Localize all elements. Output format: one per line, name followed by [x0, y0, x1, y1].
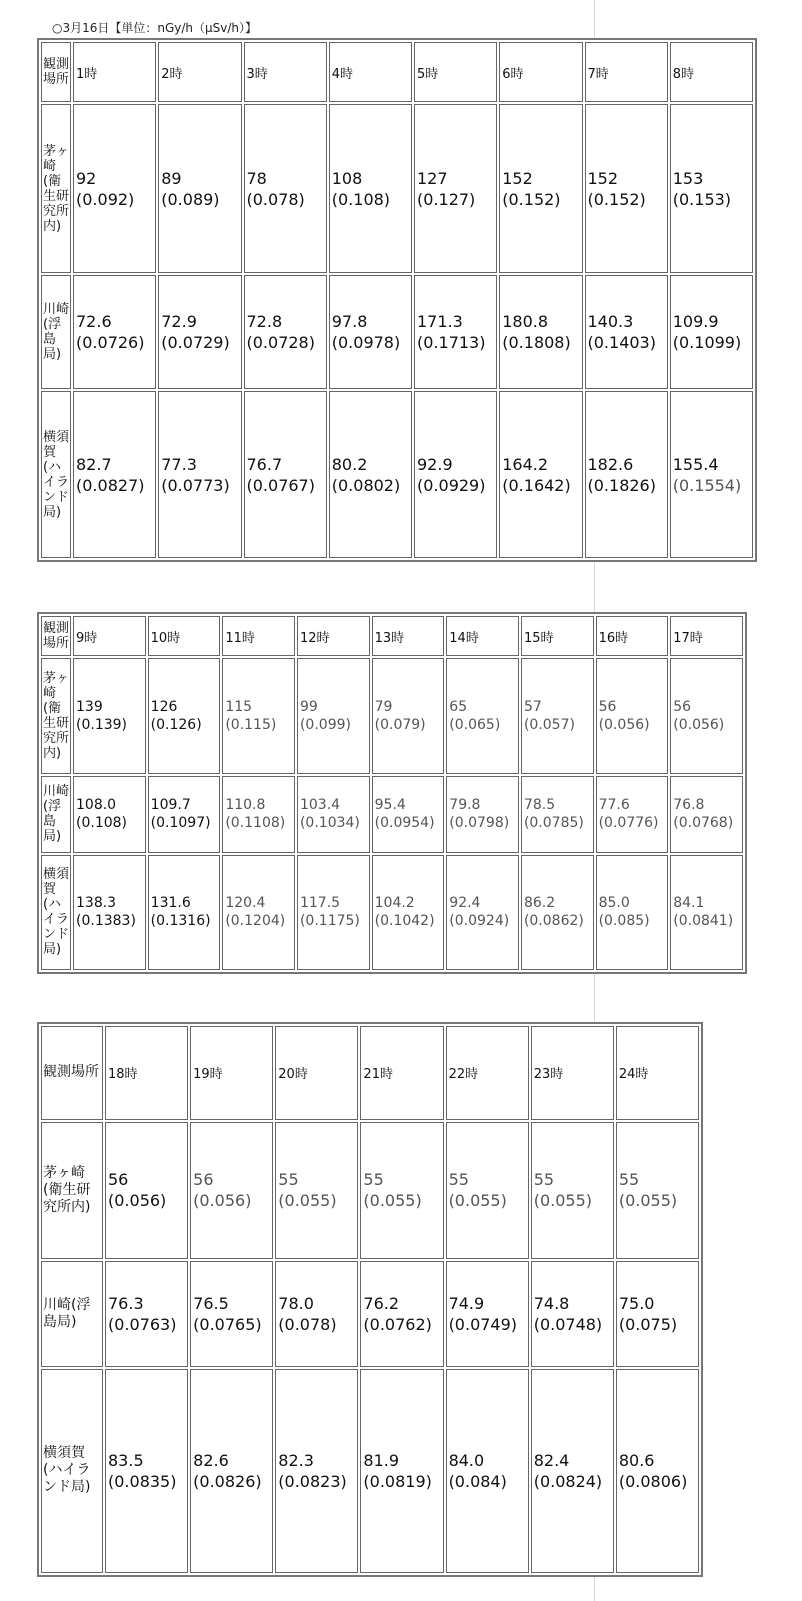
place-yokosuka: 横須賀(ハイランド局)	[41, 391, 71, 558]
value-usv: (0.0748)	[533, 1314, 603, 1334]
value-ngy: 171.3	[417, 312, 463, 332]
table-row	[41, 1122, 699, 1259]
value-cell	[222, 776, 295, 853]
value-ngy: 55	[618, 1170, 640, 1190]
value-usv: (0.0954)	[374, 815, 435, 832]
value-ngy: 115	[225, 699, 253, 716]
value-ngy: 85.0	[598, 895, 630, 912]
value-ngy: 76.3	[108, 1293, 144, 1313]
value-cell	[329, 104, 412, 273]
value-usv: (0.057)	[523, 717, 575, 734]
value-cell	[158, 104, 241, 273]
value-cell	[531, 1369, 614, 1573]
value-usv: (0.055)	[533, 1191, 592, 1211]
value-ngy: 82.3	[278, 1450, 314, 1470]
radiation-table-hours-1-8	[37, 38, 757, 562]
value-cell	[372, 776, 445, 853]
hour-header: 16時	[596, 616, 669, 656]
value-cell	[585, 104, 668, 273]
value-cell	[372, 855, 445, 970]
value-ngy: 103.4	[299, 797, 341, 814]
hour-header: 21時	[360, 1026, 443, 1120]
value-cell	[275, 1122, 358, 1259]
value-ngy: 110.8	[225, 797, 266, 814]
header-place-label: 観測場所	[41, 42, 71, 102]
value-ngy: 76.5	[193, 1293, 229, 1313]
value-cell	[329, 275, 412, 389]
value-ngy: 97.8	[331, 312, 368, 332]
value-ngy: 76.2	[363, 1293, 400, 1313]
table-row	[41, 1261, 699, 1367]
value-ngy: 56	[598, 699, 617, 716]
value-cell	[73, 855, 146, 970]
value-usv: (0.0827)	[76, 475, 145, 495]
value-ngy: 155.4	[672, 454, 719, 474]
value-cell	[73, 658, 146, 773]
value-cell	[190, 1122, 273, 1259]
hour-header: 13時	[372, 616, 445, 656]
value-cell	[360, 1369, 443, 1573]
value-cell	[521, 658, 594, 773]
hour-header: 7時	[585, 42, 668, 102]
hour-header: 6時	[499, 42, 582, 102]
value-ngy: 126	[150, 699, 178, 716]
value-usv: (0.1642)	[502, 475, 571, 495]
table-header-row	[41, 616, 743, 656]
value-ngy: 55	[363, 1170, 384, 1190]
place-kawasaki: 川崎(浮島局)	[41, 275, 71, 389]
value-usv: (0.0826)	[193, 1471, 262, 1491]
header-place-label: 観測場所	[41, 1026, 103, 1120]
value-ngy: 138.3	[76, 895, 117, 912]
radiation-table-hours-18-24	[37, 1022, 703, 1577]
value-ngy: 182.6	[587, 454, 634, 474]
value-cell	[73, 391, 156, 558]
value-cell	[446, 658, 519, 773]
value-ngy: 72.6	[76, 312, 112, 332]
value-ngy: 86.2	[523, 895, 556, 912]
hour-header: 18時	[105, 1026, 188, 1120]
value-ngy: 108	[331, 168, 363, 188]
value-cell	[446, 855, 519, 970]
table-row	[41, 1369, 699, 1573]
place-chigasaki: 茅ヶ崎(衛生研究所内)	[41, 658, 71, 773]
value-ngy: 56	[108, 1170, 129, 1190]
value-ngy: 109.9	[672, 312, 719, 332]
table-header-row	[41, 1026, 699, 1120]
value-usv: (0.0835)	[108, 1471, 177, 1491]
value-cell	[372, 658, 445, 773]
value-usv: (0.085)	[598, 913, 650, 930]
place-chigasaki: 茅ヶ崎(衛生研究所内)	[41, 1122, 103, 1259]
value-cell	[158, 275, 241, 389]
value-ngy: 82.6	[193, 1450, 229, 1470]
value-cell	[616, 1369, 699, 1573]
value-cell	[670, 776, 743, 853]
place-kawasaki: 川崎(浮島局)	[41, 776, 71, 853]
value-cell	[414, 104, 497, 273]
value-cell	[105, 1122, 188, 1259]
value-cell	[670, 104, 753, 273]
value-usv: (0.055)	[363, 1191, 422, 1211]
table-row	[41, 776, 743, 853]
value-cell	[596, 658, 669, 773]
value-ngy: 131.6	[150, 895, 191, 912]
value-ngy: 80.6	[618, 1450, 655, 1470]
value-cell	[531, 1261, 614, 1367]
value-usv: (0.1204)	[225, 913, 286, 930]
value-usv: (0.056)	[673, 717, 725, 734]
value-cell	[244, 104, 327, 273]
value-ngy: 164.2	[502, 454, 549, 474]
value-usv: (0.099)	[299, 717, 351, 734]
value-cell	[446, 1122, 529, 1259]
value-usv: (0.0824)	[533, 1471, 603, 1491]
hour-header: 4時	[329, 42, 412, 102]
value-ngy: 65	[449, 699, 468, 716]
value-ngy: 74.8	[533, 1293, 570, 1313]
value-cell	[499, 104, 582, 273]
value-ngy: 82.7	[76, 454, 112, 474]
value-cell	[616, 1122, 699, 1259]
value-cell	[670, 275, 753, 389]
value-usv: (0.1403)	[587, 333, 656, 353]
value-cell	[73, 776, 146, 853]
value-usv: (0.055)	[448, 1191, 507, 1211]
value-cell	[616, 1261, 699, 1367]
value-cell	[275, 1261, 358, 1367]
value-usv: (0.1097)	[150, 815, 211, 832]
hour-header: 3時	[244, 42, 327, 102]
hour-header: 22時	[446, 1026, 529, 1120]
hour-header: 2時	[158, 42, 241, 102]
table-header-row	[41, 42, 753, 102]
value-cell	[670, 855, 743, 970]
value-usv: (0.0763)	[108, 1314, 177, 1334]
value-usv: (0.0773)	[161, 475, 230, 495]
value-usv: (0.0765)	[193, 1314, 262, 1334]
value-cell	[105, 1369, 188, 1573]
value-usv: (0.0776)	[598, 815, 659, 832]
value-ngy: 77.3	[161, 454, 197, 474]
value-cell	[499, 391, 582, 558]
value-usv: (0.089)	[161, 189, 220, 209]
value-ngy: 81.9	[363, 1450, 400, 1470]
value-cell	[222, 658, 295, 773]
value-ngy: 140.3	[587, 312, 634, 332]
value-ngy: 56	[673, 699, 692, 716]
value-ngy: 75.0	[618, 1293, 655, 1313]
value-cell	[670, 391, 753, 558]
value-cell	[73, 275, 156, 389]
value-usv: (0.0929)	[417, 475, 486, 495]
value-ngy: 152	[502, 168, 533, 188]
value-usv: (0.055)	[618, 1191, 678, 1211]
table-row	[41, 275, 753, 389]
value-usv: (0.0802)	[331, 475, 401, 495]
value-usv: (0.152)	[587, 189, 646, 209]
value-ngy: 92.9	[417, 454, 453, 474]
value-ngy: 180.8	[502, 312, 549, 332]
value-usv: (0.056)	[108, 1191, 167, 1211]
hour-header: 20時	[275, 1026, 358, 1120]
value-ngy: 127	[417, 168, 448, 188]
value-ngy: 82.4	[533, 1450, 570, 1470]
value-cell	[670, 658, 743, 773]
value-usv: (0.0767)	[246, 475, 315, 495]
value-ngy: 55	[278, 1170, 299, 1190]
value-ngy: 79	[374, 699, 393, 716]
value-ngy: 83.5	[108, 1450, 144, 1470]
value-cell	[521, 776, 594, 853]
hour-header: 17時	[670, 616, 743, 656]
value-usv: (0.0729)	[161, 333, 230, 353]
table-row	[41, 658, 743, 773]
value-ngy: 80.2	[331, 454, 368, 474]
place-yokosuka: 横須賀(ハイランド局)	[41, 855, 71, 970]
value-ngy: 78.0	[278, 1293, 314, 1313]
value-usv: (0.108)	[331, 189, 391, 209]
value-usv: (0.0862)	[523, 913, 584, 930]
table-row	[41, 391, 753, 558]
value-usv: (0.0762)	[363, 1314, 432, 1334]
value-cell	[297, 658, 370, 773]
value-ngy: 95.4	[374, 797, 406, 814]
value-cell	[360, 1122, 443, 1259]
value-usv: (0.0768)	[673, 815, 734, 832]
value-cell	[499, 275, 582, 389]
value-usv: (0.1034)	[299, 815, 360, 832]
value-ngy: 56	[193, 1170, 214, 1190]
table-row	[41, 855, 743, 970]
value-ngy: 139	[76, 699, 103, 716]
value-cell	[360, 1261, 443, 1367]
value-usv: (0.0726)	[76, 333, 145, 353]
value-usv: (0.153)	[672, 189, 732, 209]
value-cell	[297, 855, 370, 970]
value-usv: (0.056)	[193, 1191, 252, 1211]
value-ngy: 72.9	[161, 312, 197, 332]
value-usv: (0.078)	[246, 189, 305, 209]
radiation-table-hours-9-17	[37, 612, 747, 974]
value-ngy: 84.1	[673, 895, 705, 912]
value-usv: (0.126)	[150, 717, 202, 734]
value-cell	[148, 855, 221, 970]
place-yokosuka: 横須賀(ハイランド局)	[41, 1369, 103, 1573]
hour-header: 11時	[222, 616, 295, 656]
place-chigasaki: 茅ヶ崎(衛生研究所内)	[41, 104, 71, 273]
value-ngy: 109.7	[150, 797, 191, 814]
value-usv: (0.0785)	[523, 815, 584, 832]
value-usv: (0.1713)	[417, 333, 486, 353]
value-cell	[329, 391, 412, 558]
value-cell	[244, 275, 327, 389]
value-usv: (0.115)	[225, 717, 277, 734]
value-ngy: 76.8	[673, 797, 705, 814]
value-cell	[222, 855, 295, 970]
value-cell	[73, 104, 156, 273]
hour-header: 24時	[616, 1026, 699, 1120]
value-cell	[531, 1122, 614, 1259]
value-usv: (0.0749)	[448, 1314, 518, 1334]
value-usv: (0.055)	[278, 1191, 337, 1211]
value-usv: (0.056)	[598, 717, 650, 734]
value-usv: (0.0924)	[449, 913, 510, 930]
value-ngy: 120.4	[225, 895, 266, 912]
value-cell	[158, 391, 241, 558]
value-ngy: 92	[76, 168, 97, 188]
value-cell	[244, 391, 327, 558]
value-usv: (0.0798)	[449, 815, 510, 832]
value-usv: (0.108)	[76, 815, 128, 832]
hour-header: 19時	[190, 1026, 273, 1120]
hour-header: 8時	[670, 42, 753, 102]
value-usv: (0.092)	[76, 189, 135, 209]
value-cell	[414, 275, 497, 389]
value-ngy: 152	[587, 168, 619, 188]
value-usv: (0.1316)	[150, 913, 211, 930]
value-ngy: 57	[523, 699, 542, 716]
value-ngy: 117.5	[299, 895, 341, 912]
value-usv: (0.127)	[417, 189, 476, 209]
value-ngy: 55	[448, 1170, 469, 1190]
value-cell	[596, 855, 669, 970]
value-usv: (0.079)	[374, 717, 426, 734]
value-ngy: 72.8	[246, 312, 283, 332]
value-cell	[521, 855, 594, 970]
value-ngy: 84.0	[448, 1450, 485, 1470]
value-ngy: 76.7	[246, 454, 283, 474]
value-usv: (0.0819)	[363, 1471, 432, 1491]
hour-header: 10時	[148, 616, 221, 656]
value-ngy: 78.5	[523, 797, 556, 814]
value-ngy: 104.2	[374, 895, 415, 912]
value-ngy: 108.0	[76, 797, 117, 814]
value-cell	[148, 658, 221, 773]
value-cell	[148, 776, 221, 853]
hour-header: 5時	[414, 42, 497, 102]
value-ngy: 74.9	[448, 1293, 485, 1313]
value-ngy: 99	[299, 699, 318, 716]
value-usv: (0.1099)	[672, 333, 742, 353]
value-ngy: 77.6	[598, 797, 630, 814]
value-usv: (0.1383)	[76, 913, 136, 930]
value-usv: (0.1175)	[299, 913, 360, 930]
value-usv: (0.152)	[502, 189, 561, 209]
hour-header: 15時	[521, 616, 594, 656]
value-ngy: 78	[246, 168, 267, 188]
value-cell	[414, 391, 497, 558]
value-usv: (0.0806)	[618, 1471, 688, 1491]
value-ngy: 92.4	[449, 895, 481, 912]
value-usv: (0.1808)	[502, 333, 571, 353]
value-cell	[190, 1261, 273, 1367]
hour-header: 12時	[297, 616, 370, 656]
value-cell	[585, 391, 668, 558]
value-ngy: 55	[533, 1170, 555, 1190]
date-unit-caption: ○3月16日【単位：nGy/h（μSv/h）】	[52, 21, 258, 35]
table-row	[41, 104, 753, 273]
value-cell	[596, 776, 669, 853]
value-cell	[585, 275, 668, 389]
value-usv: (0.084)	[448, 1471, 507, 1491]
value-usv: (0.1042)	[374, 913, 435, 930]
value-usv: (0.0978)	[331, 333, 401, 353]
value-cell	[446, 776, 519, 853]
value-usv: (0.1554)	[672, 475, 742, 495]
value-ngy: 79.8	[449, 797, 481, 814]
header-place-label: 観測場所	[41, 616, 71, 656]
value-usv: (0.0728)	[246, 333, 315, 353]
value-cell	[446, 1261, 529, 1367]
value-usv: (0.078)	[278, 1314, 337, 1334]
value-usv: (0.0841)	[673, 913, 734, 930]
value-usv: (0.1108)	[225, 815, 286, 832]
place-kawasaki: 川崎(浮島局)	[41, 1261, 103, 1367]
value-ngy: 89	[161, 168, 182, 188]
hour-header: 14時	[446, 616, 519, 656]
value-usv: (0.065)	[449, 717, 501, 734]
value-cell	[446, 1369, 529, 1573]
value-cell	[297, 776, 370, 853]
hour-header: 9時	[73, 616, 146, 656]
hour-header: 1時	[73, 42, 156, 102]
value-cell	[190, 1369, 273, 1573]
value-usv: (0.1826)	[587, 475, 656, 495]
value-usv: (0.075)	[618, 1314, 678, 1334]
value-cell	[105, 1261, 188, 1367]
value-ngy: 153	[672, 168, 704, 188]
value-usv: (0.139)	[76, 717, 128, 734]
value-cell	[275, 1369, 358, 1573]
hour-header: 23時	[531, 1026, 614, 1120]
value-usv: (0.0823)	[278, 1471, 347, 1491]
